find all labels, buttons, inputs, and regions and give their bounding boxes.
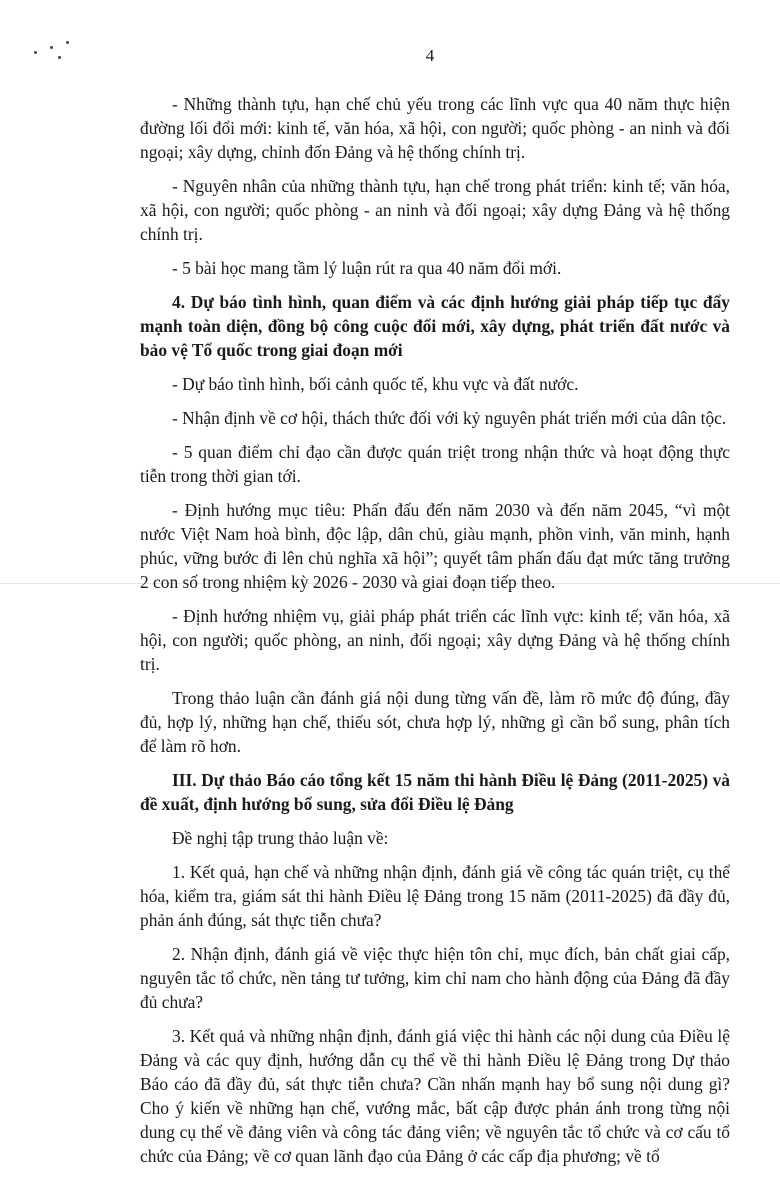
paragraph: - Nhận định về cơ hội, thách thức đối với kỷ nguyên phát triển mới của dân tộc. bbox=[172, 408, 727, 428]
paragraph: - 5 bài học mang tầm lý luận rút ra qua 40 năm đổi mới. bbox=[172, 258, 562, 278]
paragraph: - 5 quan điểm chỉ đạo cần được quán triệt trong nhận thức và hoạt động thực tiễn trong thời gian tới. bbox=[140, 442, 730, 486]
paragraph: 2. Nhận định, đánh giá về việc thực hiện tôn chỉ, mục đích, bản chất giai cấp, nguyên tắc tổ chức, nền tảng tư tưởng, kim chỉ nam cho hành động của Đảng đã đầy đủ chưa? bbox=[140, 944, 730, 1012]
paragraph: 3. Kết quả và những nhận định, đánh giá việc thi hành các nội dung của Điều lệ Đảng và các quy định, hướng dẫn cụ thể về thi hành Điều lệ Đảng trong Dự thảo Báo cáo đã đầy đủ, sát thực tiễn chưa? Cần nhấn mạnh hay bổ sung nội dung gì? Cho ý kiến về những hạn chế, vướng mắc, bất cập được phản ánh trong từng nội dung cụ thể về đảng viên và công tác đảng viên; về nguyên tắc tổ chức và cơ cấu tổ chức của Đảng; về cơ quan lãnh đạo của Đảng ở các cấp địa phương; về tổ bbox=[140, 1026, 730, 1166]
paragraph: - Dự báo tình hình, bối cảnh quốc tế, khu vực và đất nước. bbox=[172, 374, 579, 394]
page-number: 4 bbox=[425, 46, 435, 65]
paragraph: - Những thành tựu, hạn chế chủ yếu trong các lĩnh vực qua 40 năm thực hiện đường lối đổi mới: kinh tế, văn hóa, xã hội, con người; quốc phòng - an ninh và đối ngoại; xây dựng, chỉnh đốn Đảng và hệ thống chính trị. bbox=[140, 94, 730, 162]
paragraph: Đề nghị tập trung thảo luận về: bbox=[172, 828, 389, 848]
section-heading: III. Dự thảo Báo cáo tổng kết 15 năm thi hành Điều lệ Đảng (2011-2025) và đề xuất, định hướng bổ sung, sửa đổi Điều lệ Đảng bbox=[140, 770, 730, 814]
document-body bbox=[140, 92, 730, 1178]
paragraph: - Nguyên nhân của những thành tựu, hạn chế trong phát triển: kinh tế; văn hóa, xã hội, con người; quốc phòng - an ninh và đối ngoại; xây dựng Đảng và hệ thống chính trị. bbox=[140, 176, 730, 244]
scan-speck bbox=[66, 41, 69, 44]
paragraph: 1. Kết quả, hạn chế và những nhận định, đánh giá về công tác quán triệt, cụ thể hóa, kiểm tra, giám sát thi hành Điều lệ Đảng trong 15 năm (2011-2025) đã đầy đủ, phản ánh đúng, sát thực tiễn chưa? bbox=[140, 862, 730, 930]
section-heading: 4. Dự báo tình hình, quan điểm và các định hướng giải pháp tiếp tục đẩy mạnh toàn diện, đồng bộ công cuộc đổi mới, xây dựng, phát triển đất nước và bảo vệ Tổ quốc trong giai đoạn mới bbox=[140, 292, 730, 360]
paragraph: - Định hướng nhiệm vụ, giải pháp phát triển các lĩnh vực: kinh tế; văn hóa, xã hội, con người; quốc phòng, an ninh, đối ngoại; xây dựng Đảng và hệ thống chính trị. bbox=[140, 606, 730, 674]
paragraph: - Định hướng mục tiêu: Phấn đấu đến năm 2030 và đến năm 2045, “vì một nước Việt Nam hoà bình, độc lập, dân chủ, giàu mạnh, phồn vinh, văn minh, hạnh phúc, vững bước đi lên chủ nghĩa xã hội”; quyết tâm phấn đấu đạt mức tăng trưởng 2 con số trong nhiệm kỳ 2026 - 2030 và giai đoạn tiếp theo. bbox=[140, 500, 730, 592]
paragraph: Trong thảo luận cần đánh giá nội dung từng vấn đề, làm rõ mức độ đúng, đầy đủ, hợp lý, những hạn chế, thiếu sót, chưa hợp lý, những gì cần bổ sung, phân tích để làm rõ hơn. bbox=[140, 688, 730, 756]
